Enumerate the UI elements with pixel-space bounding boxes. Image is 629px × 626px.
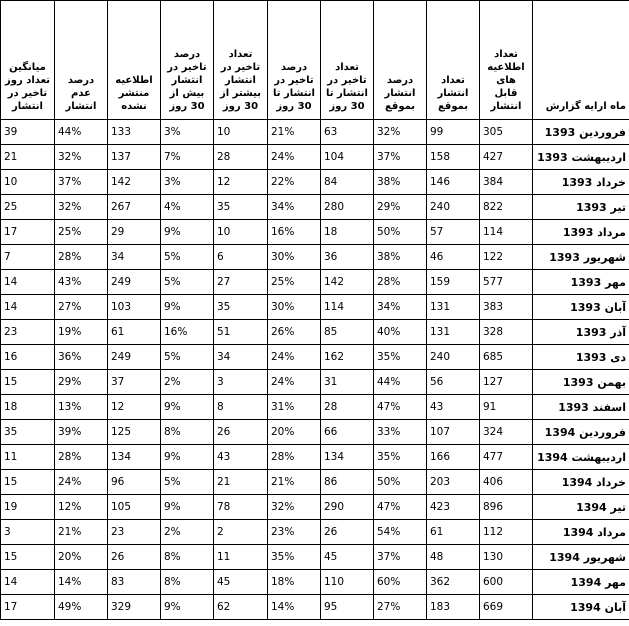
cell-total: 328 [480, 320, 533, 345]
cell-ontime-pct: 38% [374, 245, 427, 270]
cell-avg-delay: 7 [1, 245, 55, 270]
cell-late-more: 62 [214, 595, 268, 620]
cell-ontime-pct: 29% [374, 195, 427, 220]
cell-avg-delay: 19 [1, 495, 55, 520]
cell-unpublished: 133 [108, 120, 161, 145]
table-row [1, 370, 629, 395]
cell-ontime: 423 [427, 495, 480, 520]
cell-late-more: 2 [214, 520, 268, 545]
cell-total: 383 [480, 295, 533, 320]
header-unpublished-pct: درصد عدم انتشار [55, 1, 108, 120]
cell-total: 127 [480, 370, 533, 395]
cell-late-more: 10 [214, 220, 268, 245]
cell-unpublished-pct: 29% [55, 370, 108, 395]
cell-late-more-pct: 8% [161, 420, 214, 445]
cell-late30: 31 [321, 370, 374, 395]
cell-late-more-pct: 16% [161, 320, 214, 345]
cell-avg-delay: 17 [1, 220, 55, 245]
cell-total: 122 [480, 245, 533, 270]
table-row [1, 320, 629, 345]
cell-late-more: 51 [214, 320, 268, 345]
cell-late-more-pct: 3% [161, 120, 214, 145]
cell-ontime-pct: 32% [374, 120, 427, 145]
cell-unpublished: 134 [108, 445, 161, 470]
cell-late-more-pct: 5% [161, 470, 214, 495]
cell-avg-delay: 16 [1, 345, 55, 370]
cell-month: اسفند 1393 [533, 395, 629, 420]
cell-late30-pct: 32% [268, 495, 321, 520]
cell-avg-delay: 35 [1, 420, 55, 445]
cell-ontime: 131 [427, 295, 480, 320]
cell-avg-delay: 18 [1, 395, 55, 420]
cell-month: تیر 1394 [533, 495, 629, 520]
cell-ontime: 48 [427, 545, 480, 570]
cell-late30: 95 [321, 595, 374, 620]
cell-unpublished: 23 [108, 520, 161, 545]
cell-late30-pct: 35% [268, 545, 321, 570]
cell-late-more: 43 [214, 445, 268, 470]
cell-avg-delay: 17 [1, 595, 55, 620]
cell-total: 305 [480, 120, 533, 145]
cell-late30: 86 [321, 470, 374, 495]
cell-month: آبان 1393 [533, 295, 629, 320]
cell-avg-delay: 3 [1, 520, 55, 545]
cell-total: 406 [480, 470, 533, 495]
cell-late-more: 28 [214, 145, 268, 170]
table-row [1, 470, 629, 495]
table-row [1, 270, 629, 295]
cell-ontime: 203 [427, 470, 480, 495]
cell-late30: 110 [321, 570, 374, 595]
cell-late-more: 35 [214, 295, 268, 320]
cell-total: 384 [480, 170, 533, 195]
table-row [1, 195, 629, 220]
cell-late-more-pct: 9% [161, 595, 214, 620]
cell-late30: 280 [321, 195, 374, 220]
cell-avg-delay: 14 [1, 570, 55, 595]
cell-total: 114 [480, 220, 533, 245]
cell-ontime: 362 [427, 570, 480, 595]
cell-ontime: 183 [427, 595, 480, 620]
cell-late30-pct: 14% [268, 595, 321, 620]
cell-ontime: 107 [427, 420, 480, 445]
cell-ontime-pct: 47% [374, 495, 427, 520]
cell-late30-pct: 24% [268, 345, 321, 370]
cell-late30-pct: 23% [268, 520, 321, 545]
header-late-more: تعداد تاخیر در انتشار بیشتر از 30 روز [214, 1, 268, 120]
cell-late-more: 8 [214, 395, 268, 420]
cell-late30: 162 [321, 345, 374, 370]
cell-late-more-pct: 4% [161, 195, 214, 220]
cell-avg-delay: 23 [1, 320, 55, 345]
cell-late30-pct: 18% [268, 570, 321, 595]
header-avg-delay: میانگین تعداد روز تاخیر در انتشار [1, 1, 55, 120]
table-row [1, 570, 629, 595]
cell-unpublished-pct: 28% [55, 445, 108, 470]
cell-ontime-pct: 35% [374, 345, 427, 370]
cell-ontime-pct: 50% [374, 220, 427, 245]
cell-unpublished-pct: 32% [55, 145, 108, 170]
cell-month: خرداد 1393 [533, 170, 629, 195]
cell-month: آبان 1394 [533, 595, 629, 620]
cell-late30: 28 [321, 395, 374, 420]
cell-ontime-pct: 50% [374, 470, 427, 495]
cell-late-more-pct: 5% [161, 345, 214, 370]
cell-ontime-pct: 33% [374, 420, 427, 445]
cell-late30-pct: 21% [268, 120, 321, 145]
cell-month: مرداد 1393 [533, 220, 629, 245]
cell-ontime-pct: 40% [374, 320, 427, 345]
cell-ontime-pct: 34% [374, 295, 427, 320]
table-row [1, 220, 629, 245]
cell-late-more-pct: 5% [161, 245, 214, 270]
cell-month: فروردین 1393 [533, 120, 629, 145]
table-row [1, 120, 629, 145]
table-row [1, 170, 629, 195]
cell-total: 822 [480, 195, 533, 220]
cell-late30-pct: 25% [268, 270, 321, 295]
cell-late-more-pct: 5% [161, 270, 214, 295]
cell-month: خرداد 1394 [533, 470, 629, 495]
cell-unpublished: 34 [108, 245, 161, 270]
cell-month: مرداد 1394 [533, 520, 629, 545]
cell-ontime-pct: 35% [374, 445, 427, 470]
cell-ontime: 166 [427, 445, 480, 470]
cell-unpublished-pct: 25% [55, 220, 108, 245]
cell-late-more-pct: 2% [161, 370, 214, 395]
cell-late30: 45 [321, 545, 374, 570]
table-row [1, 445, 629, 470]
cell-late30-pct: 24% [268, 145, 321, 170]
cell-ontime: 99 [427, 120, 480, 145]
cell-ontime: 131 [427, 320, 480, 345]
cell-month: مهر 1394 [533, 570, 629, 595]
cell-total: 600 [480, 570, 533, 595]
cell-late-more-pct: 3% [161, 170, 214, 195]
cell-month: شهریور 1393 [533, 245, 629, 270]
cell-late30: 26 [321, 520, 374, 545]
cell-unpublished: 83 [108, 570, 161, 595]
cell-late-more-pct: 9% [161, 295, 214, 320]
cell-avg-delay: 21 [1, 145, 55, 170]
cell-unpublished-pct: 36% [55, 345, 108, 370]
cell-late-more: 21 [214, 470, 268, 495]
table-row [1, 595, 629, 620]
cell-late30-pct: 34% [268, 195, 321, 220]
cell-ontime: 43 [427, 395, 480, 420]
cell-unpublished: 61 [108, 320, 161, 345]
table-row [1, 495, 629, 520]
cell-ontime: 158 [427, 145, 480, 170]
cell-avg-delay: 39 [1, 120, 55, 145]
cell-late-more-pct: 9% [161, 445, 214, 470]
cell-late30-pct: 22% [268, 170, 321, 195]
cell-late-more: 6 [214, 245, 268, 270]
cell-late30: 18 [321, 220, 374, 245]
cell-late30-pct: 21% [268, 470, 321, 495]
cell-late-more-pct: 8% [161, 545, 214, 570]
header-total: تعداد اطلاعیه های قابل انتشار [480, 1, 533, 120]
cell-unpublished-pct: 49% [55, 595, 108, 620]
cell-avg-delay: 11 [1, 445, 55, 470]
cell-ontime-pct: 60% [374, 570, 427, 595]
cell-late30: 114 [321, 295, 374, 320]
cell-late-more-pct: 9% [161, 220, 214, 245]
cell-late-more: 10 [214, 120, 268, 145]
cell-unpublished-pct: 14% [55, 570, 108, 595]
table-row [1, 245, 629, 270]
cell-late-more: 26 [214, 420, 268, 445]
cell-total: 669 [480, 595, 533, 620]
cell-unpublished: 105 [108, 495, 161, 520]
cell-ontime-pct: 27% [374, 595, 427, 620]
cell-total: 477 [480, 445, 533, 470]
cell-unpublished-pct: 28% [55, 245, 108, 270]
cell-avg-delay: 15 [1, 545, 55, 570]
table-row [1, 345, 629, 370]
cell-month: فروردین 1394 [533, 420, 629, 445]
header-late-more-pct: درصد تاخیر در انتشار بیش از 30 روز [161, 1, 214, 120]
cell-month: بهمن 1393 [533, 370, 629, 395]
cell-unpublished-pct: 39% [55, 420, 108, 445]
cell-late-more-pct: 8% [161, 570, 214, 595]
cell-total: 685 [480, 345, 533, 370]
cell-unpublished: 329 [108, 595, 161, 620]
cell-month: آذر 1393 [533, 320, 629, 345]
cell-avg-delay: 25 [1, 195, 55, 220]
cell-ontime: 46 [427, 245, 480, 270]
header-unpublished: اطلاعیه منتشر نشده [108, 1, 161, 120]
cell-ontime: 146 [427, 170, 480, 195]
cell-unpublished-pct: 13% [55, 395, 108, 420]
cell-unpublished-pct: 12% [55, 495, 108, 520]
cell-total: 577 [480, 270, 533, 295]
cell-late-more: 11 [214, 545, 268, 570]
header-late30-pct: درصد تاخیر در انتشار تا 30 روز [268, 1, 321, 120]
cell-unpublished-pct: 43% [55, 270, 108, 295]
cell-unpublished: 267 [108, 195, 161, 220]
cell-month: اردیبهشت 1393 [533, 145, 629, 170]
cell-late30: 142 [321, 270, 374, 295]
cell-late30-pct: 24% [268, 370, 321, 395]
cell-avg-delay: 14 [1, 295, 55, 320]
cell-unpublished: 96 [108, 470, 161, 495]
cell-unpublished: 29 [108, 220, 161, 245]
cell-unpublished-pct: 19% [55, 320, 108, 345]
cell-late30: 66 [321, 420, 374, 445]
cell-total: 427 [480, 145, 533, 170]
cell-late30: 63 [321, 120, 374, 145]
cell-ontime-pct: 44% [374, 370, 427, 395]
cell-late-more: 35 [214, 195, 268, 220]
cell-late-more: 27 [214, 270, 268, 295]
cell-unpublished: 12 [108, 395, 161, 420]
cell-unpublished: 249 [108, 345, 161, 370]
cell-late30: 36 [321, 245, 374, 270]
cell-total: 91 [480, 395, 533, 420]
cell-total: 896 [480, 495, 533, 520]
cell-ontime: 240 [427, 195, 480, 220]
table-row [1, 295, 629, 320]
header-row [1, 1, 629, 120]
cell-month: مهر 1393 [533, 270, 629, 295]
cell-late30-pct: 31% [268, 395, 321, 420]
cell-ontime-pct: 37% [374, 545, 427, 570]
header-late30: تعداد تاخیر در انتشار تا 30 روز [321, 1, 374, 120]
cell-ontime-pct: 28% [374, 270, 427, 295]
cell-late30: 104 [321, 145, 374, 170]
cell-total: 324 [480, 420, 533, 445]
cell-late30-pct: 28% [268, 445, 321, 470]
table-row [1, 145, 629, 170]
cell-avg-delay: 15 [1, 370, 55, 395]
cell-late30: 84 [321, 170, 374, 195]
cell-late30-pct: 16% [268, 220, 321, 245]
cell-late-more: 45 [214, 570, 268, 595]
cell-month: شهریور 1394 [533, 545, 629, 570]
cell-late-more-pct: 9% [161, 395, 214, 420]
cell-month: اردیبهشت 1394 [533, 445, 629, 470]
cell-avg-delay: 10 [1, 170, 55, 195]
cell-late-more-pct: 9% [161, 495, 214, 520]
cell-ontime: 56 [427, 370, 480, 395]
cell-unpublished: 142 [108, 170, 161, 195]
cell-ontime: 57 [427, 220, 480, 245]
cell-unpublished-pct: 27% [55, 295, 108, 320]
cell-month: دی 1393 [533, 345, 629, 370]
cell-avg-delay: 15 [1, 470, 55, 495]
cell-late30-pct: 30% [268, 295, 321, 320]
cell-late30-pct: 30% [268, 245, 321, 270]
cell-late-more-pct: 2% [161, 520, 214, 545]
cell-unpublished: 26 [108, 545, 161, 570]
cell-unpublished-pct: 44% [55, 120, 108, 145]
cell-unpublished-pct: 37% [55, 170, 108, 195]
cell-unpublished-pct: 21% [55, 520, 108, 545]
cell-unpublished: 137 [108, 145, 161, 170]
cell-total: 112 [480, 520, 533, 545]
cell-unpublished: 103 [108, 295, 161, 320]
cell-late-more: 3 [214, 370, 268, 395]
cell-unpublished-pct: 20% [55, 545, 108, 570]
cell-ontime: 61 [427, 520, 480, 545]
cell-unpublished: 125 [108, 420, 161, 445]
cell-unpublished: 37 [108, 370, 161, 395]
cell-late-more: 34 [214, 345, 268, 370]
cell-avg-delay: 14 [1, 270, 55, 295]
table-row [1, 395, 629, 420]
cell-ontime-pct: 37% [374, 145, 427, 170]
cell-late30: 134 [321, 445, 374, 470]
header-month: ماه ارایه گزارش [533, 1, 629, 120]
cell-ontime: 240 [427, 345, 480, 370]
cell-late30: 85 [321, 320, 374, 345]
cell-unpublished-pct: 24% [55, 470, 108, 495]
cell-unpublished-pct: 32% [55, 195, 108, 220]
cell-ontime-pct: 54% [374, 520, 427, 545]
cell-late-more: 78 [214, 495, 268, 520]
table-row [1, 420, 629, 445]
table-row [1, 545, 629, 570]
cell-month: تیر 1393 [533, 195, 629, 220]
cell-unpublished: 249 [108, 270, 161, 295]
cell-late-more-pct: 7% [161, 145, 214, 170]
header-ontime: تعداد انتشار بموقع [427, 1, 480, 120]
cell-ontime: 159 [427, 270, 480, 295]
cell-late-more: 12 [214, 170, 268, 195]
cell-late30-pct: 26% [268, 320, 321, 345]
cell-late30: 290 [321, 495, 374, 520]
cell-late30-pct: 20% [268, 420, 321, 445]
cell-ontime-pct: 38% [374, 170, 427, 195]
table-row [1, 520, 629, 545]
cell-ontime-pct: 47% [374, 395, 427, 420]
header-ontime-pct: درصد انتشار بموقع [374, 1, 427, 120]
cell-total: 130 [480, 545, 533, 570]
